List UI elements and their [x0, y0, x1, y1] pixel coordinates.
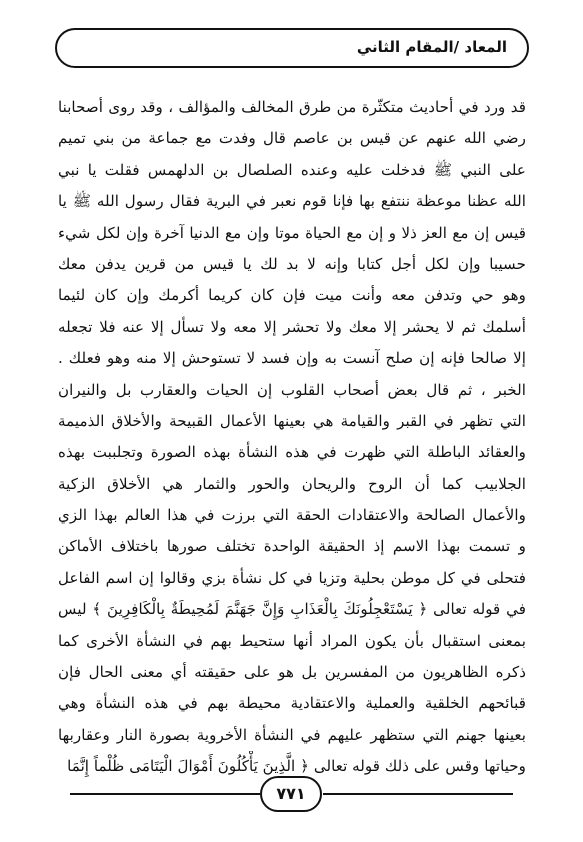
text-line: على النبي ﷺ فدخلت عليه وعنده الصلصال بن الدلهمس فقلت يا نبي	[58, 160, 526, 179]
running-header-frame	[55, 28, 529, 68]
text-line: فتحلى في كل موطن بحلية وتزيا في كل نشأة بزي وقالوا إن اسم الفاعل	[58, 568, 526, 587]
text-line: وحياتها وقس على ذلك قوله تعالى ﴿ الَّذِينَ يَأْكُلُونَ أَمْوَالَ الْيَتَامَى ظُلْماً إِنَّمَا	[67, 757, 526, 776]
text-line: وهو حي وتدفن معه وأنت ميت فإن كان كريما أكرمك وإن كان لئيما	[58, 286, 526, 305]
page-footer	[0, 772, 583, 816]
text-line: بمعنى استقبال بأن يكون المراد أنها ستحيط بهم في النشأة الأخرى كما	[58, 631, 526, 650]
text-line: قبائحهم الخلقية والعملية والاعتقادية محيطة بهم في هذه النشأة وهي	[58, 694, 526, 713]
text-line: أسلمك ثم لا يحشر إلا معك ولا تحشر إلا معه ولا تسأل إلا عنه فلا تجعله	[58, 317, 526, 336]
text-line: قيس إن مع العز ذلا و إن مع الحياة موتا وإن مع الدنيا آخرة وإن لكل شيء	[58, 223, 526, 242]
text-line: و تسمت بهذا الاسم إذ الحقيقة الواحدة تختلف صورها باختلاف الأماكن	[58, 537, 526, 556]
text-line: بعينها جهنم التي ستظهر عليهم في النشأة الأخروية بصورة النار وعقاربها	[58, 725, 526, 744]
text-line: الجلابيب كما أن الروح والريحان والحور والثمار هي الأخلاق الزكية	[58, 474, 526, 493]
footer-rule-left	[70, 793, 260, 795]
text-line: ذكره الظاهريون من المفسرين بل هو على حقيقته أي معنى الحال فإن	[58, 663, 526, 682]
text-line: إلا صالحا فإنه إن صلح آنست به وإن فسد لا تستوحش إلا منه وهو فعلك .	[58, 349, 526, 368]
text-line: الله عظنا موعظة ننتفع بها فإنا قوم نعبر في البرية فقال رسول الله ﷺ يا	[58, 192, 526, 211]
text-line: والعقائد الباطلة التي ظهرت في هذه النشأة بهذه الصورة وتجلببت بهذه	[58, 443, 526, 462]
text-line: رضي الله عنهم عن قيس بن عاصم قال وفدت مع جماعة من بني تميم	[58, 129, 526, 148]
text-line: في قوله تعالى ﴿ يَسْتَعْجِلُونَكَ بِالْعَذَابِ وَإِنَّ جَهَنَّمَ لَمُحِيطَةٌ بِالْكَافِرِينَ ﴾ ليس	[58, 600, 526, 619]
text-line: الخبر ، ثم قال بعض أصحاب القلوب إن الحيات والعقارب بل والنيران	[58, 380, 526, 399]
footer-rule-right	[323, 793, 513, 795]
text-line: حسيبا وإن لكل أجل كتابا وإنه لا بد لك يا قيس من قرين يدفن معك	[58, 254, 526, 273]
text-line: قد ورد في أحاديث متكثّرة من طرق المخالف والمؤالف ، وقد روى أصحابنا	[58, 98, 526, 116]
page-number: ٧٧١	[260, 776, 322, 812]
text-line: والأعمال الصالحة والاعتقادات الحقة التي برزت في هذا العالم بهذا الزي	[58, 506, 526, 525]
running-header-title: المعاد /المقام الثاني	[356, 38, 507, 56]
text-line: التي تظهر في القبر والقيامة هي بعينها الأعمال القبيحة والأخلاق الذميمة	[58, 411, 526, 430]
page-body	[58, 92, 526, 783]
